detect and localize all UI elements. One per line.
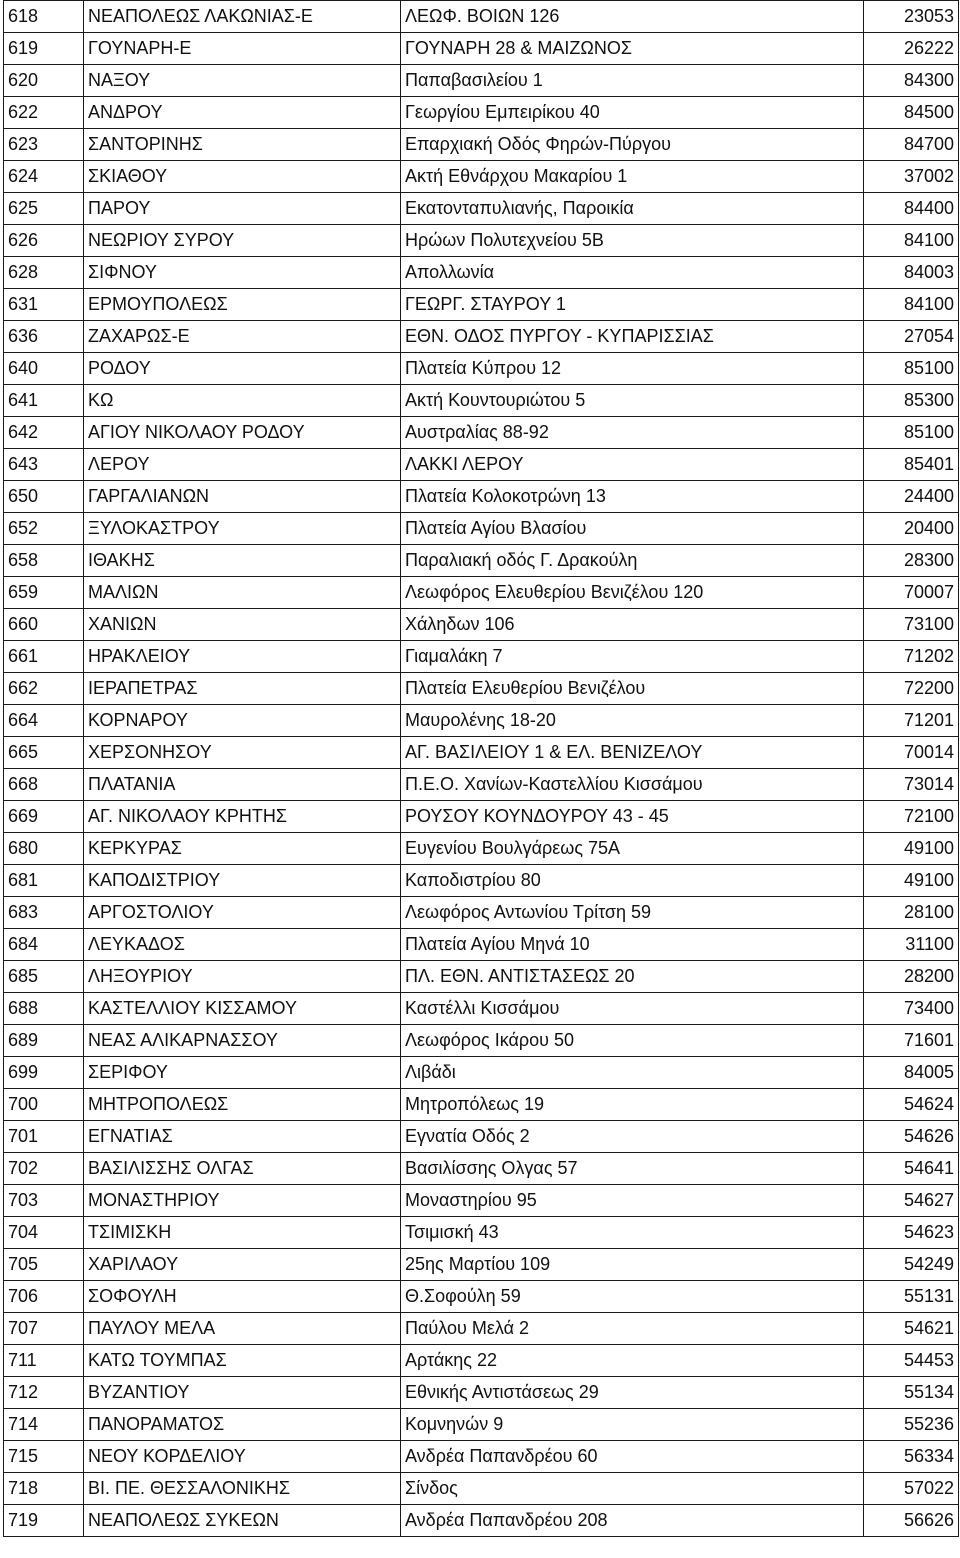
table-row [4, 801, 959, 833]
branch-postal-code: 56334 [864, 1441, 959, 1473]
branch-postal-code: 31100 [864, 929, 959, 961]
branch-code: 699 [4, 1057, 84, 1089]
branch-name: ΣΚΙΑΘΟΥ [84, 161, 401, 193]
branch-address: Παπαβασιλείου 1 [401, 65, 864, 97]
branch-postal-code: 54624 [864, 1089, 959, 1121]
branch-name: ΚΟΡΝΑΡΟΥ [84, 705, 401, 737]
branch-postal-code: 54623 [864, 1217, 959, 1249]
branch-address: Λιβάδι [401, 1057, 864, 1089]
branch-code: 714 [4, 1409, 84, 1441]
branch-address: Εθνικής Αντιστάσεως 29 [401, 1377, 864, 1409]
branch-code: 712 [4, 1377, 84, 1409]
branch-address: Επαρχιακή Οδός Φηρών-Πύργου [401, 129, 864, 161]
table-row [4, 833, 959, 865]
branch-name: ΚΕΡΚΥΡΑΣ [84, 833, 401, 865]
branch-postal-code: 71601 [864, 1025, 959, 1057]
branch-postal-code: 84100 [864, 289, 959, 321]
branch-code: 700 [4, 1089, 84, 1121]
branch-code: 625 [4, 193, 84, 225]
branch-code: 704 [4, 1217, 84, 1249]
table-row [4, 865, 959, 897]
branch-code: 640 [4, 353, 84, 385]
branch-address: Πλατεία Ελευθερίου Βενιζέλου [401, 673, 864, 705]
branch-name: ΗΡΑΚΛΕΙΟΥ [84, 641, 401, 673]
branch-code: 623 [4, 129, 84, 161]
branch-address: ΕΘΝ. ΟΔΟΣ ΠΥΡΓΟΥ - ΚΥΠΑΡΙΣΣΙΑΣ [401, 321, 864, 353]
branch-postal-code: 84400 [864, 193, 959, 225]
branch-name: ΝΑΞΟΥ [84, 65, 401, 97]
table-row [4, 769, 959, 801]
branch-postal-code: 55236 [864, 1409, 959, 1441]
branch-address: Ακτή Κουντουριώτου 5 [401, 385, 864, 417]
table-row [4, 225, 959, 257]
branch-code: 664 [4, 705, 84, 737]
branch-address: ΠΛ. ΕΘΝ. ΑΝΤΙΣΤΑΣΕΩΣ 20 [401, 961, 864, 993]
branch-postal-code: 57022 [864, 1473, 959, 1505]
table-row [4, 1089, 959, 1121]
branch-name: ΜΑΛΙΩΝ [84, 577, 401, 609]
branch-address: ΑΓ. ΒΑΣΙΛΕΙΟΥ 1 & ΕΛ. ΒΕΝΙΖΕΛΟΥ [401, 737, 864, 769]
table-row [4, 513, 959, 545]
table-row [4, 1473, 959, 1505]
branch-address: Πλατεία Κολοκοτρώνη 13 [401, 481, 864, 513]
branch-code: 689 [4, 1025, 84, 1057]
branch-code: 669 [4, 801, 84, 833]
branch-code: 711 [4, 1345, 84, 1377]
branch-postal-code: 84500 [864, 97, 959, 129]
branch-name: ΣΕΡΙΦΟΥ [84, 1057, 401, 1089]
branch-code: 706 [4, 1281, 84, 1313]
branch-name: ΓΑΡΓΑΛΙΑΝΩΝ [84, 481, 401, 513]
branch-code: 642 [4, 417, 84, 449]
branch-postal-code: 72100 [864, 801, 959, 833]
branch-name: ΞΥΛΟΚΑΣΤΡΟΥ [84, 513, 401, 545]
branch-name: ΧΑΡΙΛΑΟΥ [84, 1249, 401, 1281]
branch-code: 703 [4, 1185, 84, 1217]
branch-code: 652 [4, 513, 84, 545]
branch-name: ΛΕΡΟΥ [84, 449, 401, 481]
branch-address: Ανδρέα Παπανδρέου 208 [401, 1505, 864, 1537]
branch-address: Βασιλίσσης Ολγας 57 [401, 1153, 864, 1185]
table-row [4, 257, 959, 289]
branch-code: 661 [4, 641, 84, 673]
branch-name: ΠΑΝΟΡΑΜΑΤΟΣ [84, 1409, 401, 1441]
branch-address: Ανδρέα Παπανδρέου 60 [401, 1441, 864, 1473]
branch-address: Αρτάκης 22 [401, 1345, 864, 1377]
branch-code: 680 [4, 833, 84, 865]
branch-code: 718 [4, 1473, 84, 1505]
branch-postal-code: 84003 [864, 257, 959, 289]
branch-address: Λεωφόρος Ελευθερίου Βενιζέλου 120 [401, 577, 864, 609]
branch-code: 624 [4, 161, 84, 193]
branch-code: 659 [4, 577, 84, 609]
branch-address: Λεωφόρος Αντωνίου Τρίτση 59 [401, 897, 864, 929]
branch-postal-code: 54249 [864, 1249, 959, 1281]
table-row [4, 609, 959, 641]
branch-address: Μαυρολένης 18-20 [401, 705, 864, 737]
branch-address: Λεωφόρος Ικάρου 50 [401, 1025, 864, 1057]
branch-code: 705 [4, 1249, 84, 1281]
branch-code: 650 [4, 481, 84, 513]
branch-table-body [4, 1, 959, 1537]
branch-name: ΜΟΝΑΣΤΗΡΙΟΥ [84, 1185, 401, 1217]
branch-address: Τσιμισκή 43 [401, 1217, 864, 1249]
branch-name: ΕΓΝΑΤΙΑΣ [84, 1121, 401, 1153]
branch-name: ΑΝΔΡΟΥ [84, 97, 401, 129]
branch-code: 688 [4, 993, 84, 1025]
branch-code: 626 [4, 225, 84, 257]
branch-address: Ευγενίου Βουλγάρεως 75Α [401, 833, 864, 865]
branch-address: ΡΟΥΣΟΥ ΚΟΥΝΔΟΥΡΟΥ 43 - 45 [401, 801, 864, 833]
branch-name: ΣΑΝΤΟΡΙΝΗΣ [84, 129, 401, 161]
branch-address: 25ης Μαρτίου 109 [401, 1249, 864, 1281]
branch-name: ΚΩ [84, 385, 401, 417]
branch-code: 660 [4, 609, 84, 641]
branch-postal-code: 84300 [864, 65, 959, 97]
branch-name: ΝΕΟΥ ΚΟΡΔΕΛΙΟΥ [84, 1441, 401, 1473]
branch-postal-code: 56626 [864, 1505, 959, 1537]
branch-address: Πλατεία Κύπρου 12 [401, 353, 864, 385]
branch-code: 685 [4, 961, 84, 993]
branch-code: 662 [4, 673, 84, 705]
branch-address: Εκατονταπυλιανής, Παροικία [401, 193, 864, 225]
branch-postal-code: 71201 [864, 705, 959, 737]
table-row [4, 577, 959, 609]
branch-code: 707 [4, 1313, 84, 1345]
branch-postal-code: 37002 [864, 161, 959, 193]
branch-address: Απολλωνία [401, 257, 864, 289]
branch-name: ΧΑΝΙΩΝ [84, 609, 401, 641]
branch-name: ΚΑΣΤΕΛΛΙΟΥ ΚΙΣΣΑΜΟΥ [84, 993, 401, 1025]
branch-name: ΝΕΑΣ ΑΛΙΚΑΡΝΑΣΣΟΥ [84, 1025, 401, 1057]
branch-postal-code: 28300 [864, 545, 959, 577]
branch-name: ΧΕΡΣΟΝΗΣΟΥ [84, 737, 401, 769]
table-row [4, 1153, 959, 1185]
table-row [4, 1, 959, 33]
branch-name: ΣΙΦΝΟΥ [84, 257, 401, 289]
branch-name: ΒΑΣΙΛΙΣΣΗΣ ΟΛΓΑΣ [84, 1153, 401, 1185]
table-row [4, 1249, 959, 1281]
branch-address: ΓΟΥΝΑΡΗ 28 & ΜΑΙΖΩΝΟΣ [401, 33, 864, 65]
table-row [4, 65, 959, 97]
branch-name: ΑΓ. ΝΙΚΟΛΑΟΥ ΚΡΗΤΗΣ [84, 801, 401, 833]
branch-postal-code: 54641 [864, 1153, 959, 1185]
table-row [4, 993, 959, 1025]
branch-name: ΝΕΑΠΟΛΕΩΣ ΣΥΚΕΩΝ [84, 1505, 401, 1537]
table-row [4, 481, 959, 513]
branch-name: ΣΟΦΟΥΛΗ [84, 1281, 401, 1313]
table-row [4, 1409, 959, 1441]
branch-code: 658 [4, 545, 84, 577]
branch-name: ΜΗΤΡΟΠΟΛΕΩΣ [84, 1089, 401, 1121]
branch-postal-code: 70014 [864, 737, 959, 769]
branch-address: Κομνηνών 9 [401, 1409, 864, 1441]
table-row [4, 737, 959, 769]
branch-postal-code: 24400 [864, 481, 959, 513]
branch-code: 683 [4, 897, 84, 929]
branch-code: 701 [4, 1121, 84, 1153]
branch-postal-code: 54626 [864, 1121, 959, 1153]
table-row [4, 129, 959, 161]
branch-name: ΓΟΥΝΑΡΗ-Ε [84, 33, 401, 65]
branch-postal-code: 71202 [864, 641, 959, 673]
branch-postal-code: 28200 [864, 961, 959, 993]
branch-address: Μητροπόλεως 19 [401, 1089, 864, 1121]
table-row [4, 641, 959, 673]
table-row [4, 1281, 959, 1313]
branch-postal-code: 49100 [864, 865, 959, 897]
branch-address: Π.Ε.Ο. Χανίων-Καστελλίου Κισσάμου [401, 769, 864, 801]
branch-name: ΙΕΡΑΠΕΤΡΑΣ [84, 673, 401, 705]
table-row [4, 289, 959, 321]
branch-name: ΙΘΑΚΗΣ [84, 545, 401, 577]
branch-code: 643 [4, 449, 84, 481]
branch-address: Θ.Σοφούλη 59 [401, 1281, 864, 1313]
branch-name: ΚΑΠΟΔΙΣΤΡΙΟΥ [84, 865, 401, 897]
branch-postal-code: 49100 [864, 833, 959, 865]
branch-postal-code: 73014 [864, 769, 959, 801]
branch-postal-code: 73100 [864, 609, 959, 641]
branch-postal-code: 23053 [864, 1, 959, 33]
branch-postal-code: 54627 [864, 1185, 959, 1217]
branch-name: ΛΗΞΟΥΡΙΟΥ [84, 961, 401, 993]
branch-code: 665 [4, 737, 84, 769]
table-row [4, 705, 959, 737]
branch-name: ΠΑΡΟΥ [84, 193, 401, 225]
branch-address: ΓΕΩΡΓ. ΣΤΑΥΡΟΥ 1 [401, 289, 864, 321]
branch-name: ΝΕΩΡΙΟΥ ΣΥΡΟΥ [84, 225, 401, 257]
table-row [4, 1185, 959, 1217]
table-row [4, 673, 959, 705]
branch-name: ΛΕΥΚΑΔΟΣ [84, 929, 401, 961]
branch-code: 618 [4, 1, 84, 33]
table-row [4, 1313, 959, 1345]
table-row [4, 1441, 959, 1473]
branch-postal-code: 85401 [864, 449, 959, 481]
branch-code: 636 [4, 321, 84, 353]
table-row [4, 385, 959, 417]
table-row [4, 1345, 959, 1377]
branch-code: 719 [4, 1505, 84, 1537]
table-row [4, 1217, 959, 1249]
table-row [4, 161, 959, 193]
branch-code: 702 [4, 1153, 84, 1185]
branch-code: 622 [4, 97, 84, 129]
branch-address: Παύλου Μελά 2 [401, 1313, 864, 1345]
branch-name: ΕΡΜΟΥΠΟΛΕΩΣ [84, 289, 401, 321]
branch-code: 681 [4, 865, 84, 897]
table-row [4, 929, 959, 961]
branch-code: 619 [4, 33, 84, 65]
branch-address: Γεωργίου Εμπειρίκου 40 [401, 97, 864, 129]
branch-postal-code: 84100 [864, 225, 959, 257]
branch-postal-code: 54453 [864, 1345, 959, 1377]
branch-address: Σίνδος [401, 1473, 864, 1505]
table-row [4, 321, 959, 353]
branch-name: ΤΣΙΜΙΣΚΗ [84, 1217, 401, 1249]
branch-address: Πλατεία Αγίου Βλασίου [401, 513, 864, 545]
table-row [4, 1377, 959, 1409]
branch-address: ΛΕΩΦ. ΒΟΙΩΝ 126 [401, 1, 864, 33]
branch-postal-code: 85100 [864, 353, 959, 385]
branch-code: 628 [4, 257, 84, 289]
branch-postal-code: 55134 [864, 1377, 959, 1409]
branch-name: ΑΡΓΟΣΤΟΛΙΟΥ [84, 897, 401, 929]
branch-postal-code: 72200 [864, 673, 959, 705]
branch-name: ΠΑΥΛΟΥ ΜΕΛΑ [84, 1313, 401, 1345]
branch-address: Μοναστηρίου 95 [401, 1185, 864, 1217]
branch-postal-code: 20400 [864, 513, 959, 545]
branch-address: ΛΑΚΚΙ ΛΕΡΟΥ [401, 449, 864, 481]
branch-address: Παραλιακή οδός Γ. Δρακούλη [401, 545, 864, 577]
branch-address: Πλατεία Αγίου Μηνά 10 [401, 929, 864, 961]
branch-postal-code: 73400 [864, 993, 959, 1025]
table-row [4, 1057, 959, 1089]
branch-address: Γιαμαλάκη 7 [401, 641, 864, 673]
branch-address: Καποδιστρίου 80 [401, 865, 864, 897]
branch-postal-code: 55131 [864, 1281, 959, 1313]
table-row [4, 1505, 959, 1537]
branch-address: Ακτή Εθνάρχου Μακαρίου 1 [401, 161, 864, 193]
table-row [4, 897, 959, 929]
table-row [4, 1025, 959, 1057]
table-row [4, 417, 959, 449]
branch-address: Αυστραλίας 88-92 [401, 417, 864, 449]
branch-postal-code: 85300 [864, 385, 959, 417]
branch-name: ΖΑΧΑΡΩΣ-Ε [84, 321, 401, 353]
table-row [4, 1121, 959, 1153]
branch-postal-code: 26222 [864, 33, 959, 65]
branch-address: Καστέλλι Κισσάμου [401, 993, 864, 1025]
table-row [4, 97, 959, 129]
branch-postal-code: 70007 [864, 577, 959, 609]
table-row [4, 193, 959, 225]
branch-postal-code: 85100 [864, 417, 959, 449]
branch-postal-code: 54621 [864, 1313, 959, 1345]
branch-code: 631 [4, 289, 84, 321]
table-row [4, 33, 959, 65]
branch-address: Ηρώων Πολυτεχνείου 5Β [401, 225, 864, 257]
table-row [4, 353, 959, 385]
branch-name: ΑΓΙΟΥ ΝΙΚΟΛΑΟΥ ΡΟΔΟΥ [84, 417, 401, 449]
branch-code: 684 [4, 929, 84, 961]
branch-name: ΒΙ. ΠΕ. ΘΕΣΣΑΛΟΝΙΚΗΣ [84, 1473, 401, 1505]
branch-name: ΝΕΑΠΟΛΕΩΣ ΛΑΚΩΝΙΑΣ-Ε [84, 1, 401, 33]
branch-name: ΒΥΖΑΝΤΙΟΥ [84, 1377, 401, 1409]
branch-postal-code: 28100 [864, 897, 959, 929]
branch-name: ΠΛΑΤΑΝΙΑ [84, 769, 401, 801]
table-row [4, 545, 959, 577]
table-row [4, 961, 959, 993]
branch-address: Χάληδων 106 [401, 609, 864, 641]
branch-code: 715 [4, 1441, 84, 1473]
branch-postal-code: 27054 [864, 321, 959, 353]
branch-address: Εγνατία Οδός 2 [401, 1121, 864, 1153]
branch-code: 641 [4, 385, 84, 417]
branch-postal-code: 84700 [864, 129, 959, 161]
branch-postal-code: 84005 [864, 1057, 959, 1089]
branch-name: ΚΑΤΩ ΤΟΥΜΠΑΣ [84, 1345, 401, 1377]
branch-code: 620 [4, 65, 84, 97]
table-row [4, 449, 959, 481]
branch-table [3, 0, 959, 1537]
branch-name: ΡΟΔΟΥ [84, 353, 401, 385]
branch-code: 668 [4, 769, 84, 801]
